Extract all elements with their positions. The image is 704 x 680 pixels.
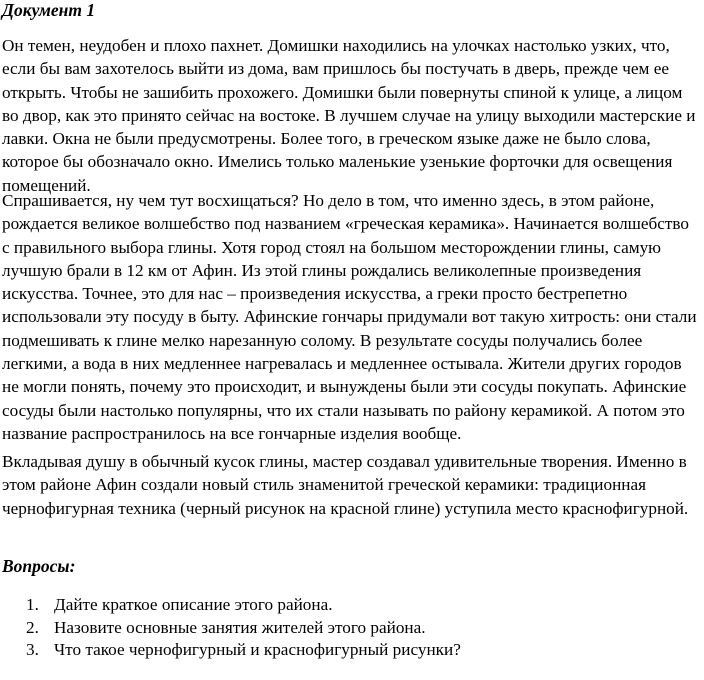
questions-list (26, 594, 461, 662)
question-item (26, 594, 461, 617)
paragraph-1: Он темен, неудобен и плохо пахнет. Домишки находились на улочках настолько узких, что, если бы вам захотелось выйти из дома, вам пришлось бы постучать в дверь, прежде чем ее открыть. Чтобы не зашибить прохожего. Домишки были повернуты спиной к улице, а лицом во двор, как это принято сейчас на востоке. В лучшем случае на улицу выходили мастерские и лавки. Окна не были предусмотрены. Более того, в греческом языке даже не было слова, которое бы обозначало окно. Имелись только маленькие узенькие форточки для освещения помещений. (2, 36, 696, 195)
question-number: 3. (26, 640, 39, 659)
questions-heading: Вопросы: (2, 556, 76, 576)
question-text: Дайте краткое описание этого района. (54, 595, 333, 614)
document-title: Документ 1 (2, 0, 96, 20)
question-number: 2. (26, 617, 39, 637)
question-item (26, 639, 461, 662)
question-text: Что такое чернофигурный и краснофигурный рисунки? (54, 640, 461, 659)
paragraph-3: Вкладывая душу в обычный кусок глины, мастер создавал удивительные творения. Именно в этом районе Афин создали новый стиль знаменитой греческой керамики: традиционная чернофигурная техника (черный рисунок на красной глине) уступила место краснофигурной. (2, 452, 689, 518)
paragraph-2: Спрашивается, ну чем тут восхищаться? Но дело в том, что именно здесь, в этом районе, рождается великое волшебство под названием «греческая керамика». Начинается волшебство с правильного выбора глины. Хотя город стоял на большом месторождении глины, самую лучшую брали в 12 км от Афин. Из этой глины рождались великолепные произведения искусства. Точнее, это для нас – произведения искусства, а греки просто бестрепетно использовали эту посуду в быту. Афинские гончары придумали вот такую хитрость: они стали подмешивать к глине мелко нарезанную солому. В результате сосуды получались более легкими, а вода в них медленнее нагревалась и медленнее остывала. Жители других городов не могли понять, почему это происходит, и вынуждены были эти сосуды покупать. Афинские сосуды были настолько популярны, что их стали называть по району керамикой. А потом это название распространилось на все гончарные изделия вообще. (2, 191, 697, 443)
question-item (26, 617, 461, 640)
question-number: 1. (26, 595, 39, 614)
question-text: Назовите основные занятия жителей этого района. (54, 617, 426, 637)
